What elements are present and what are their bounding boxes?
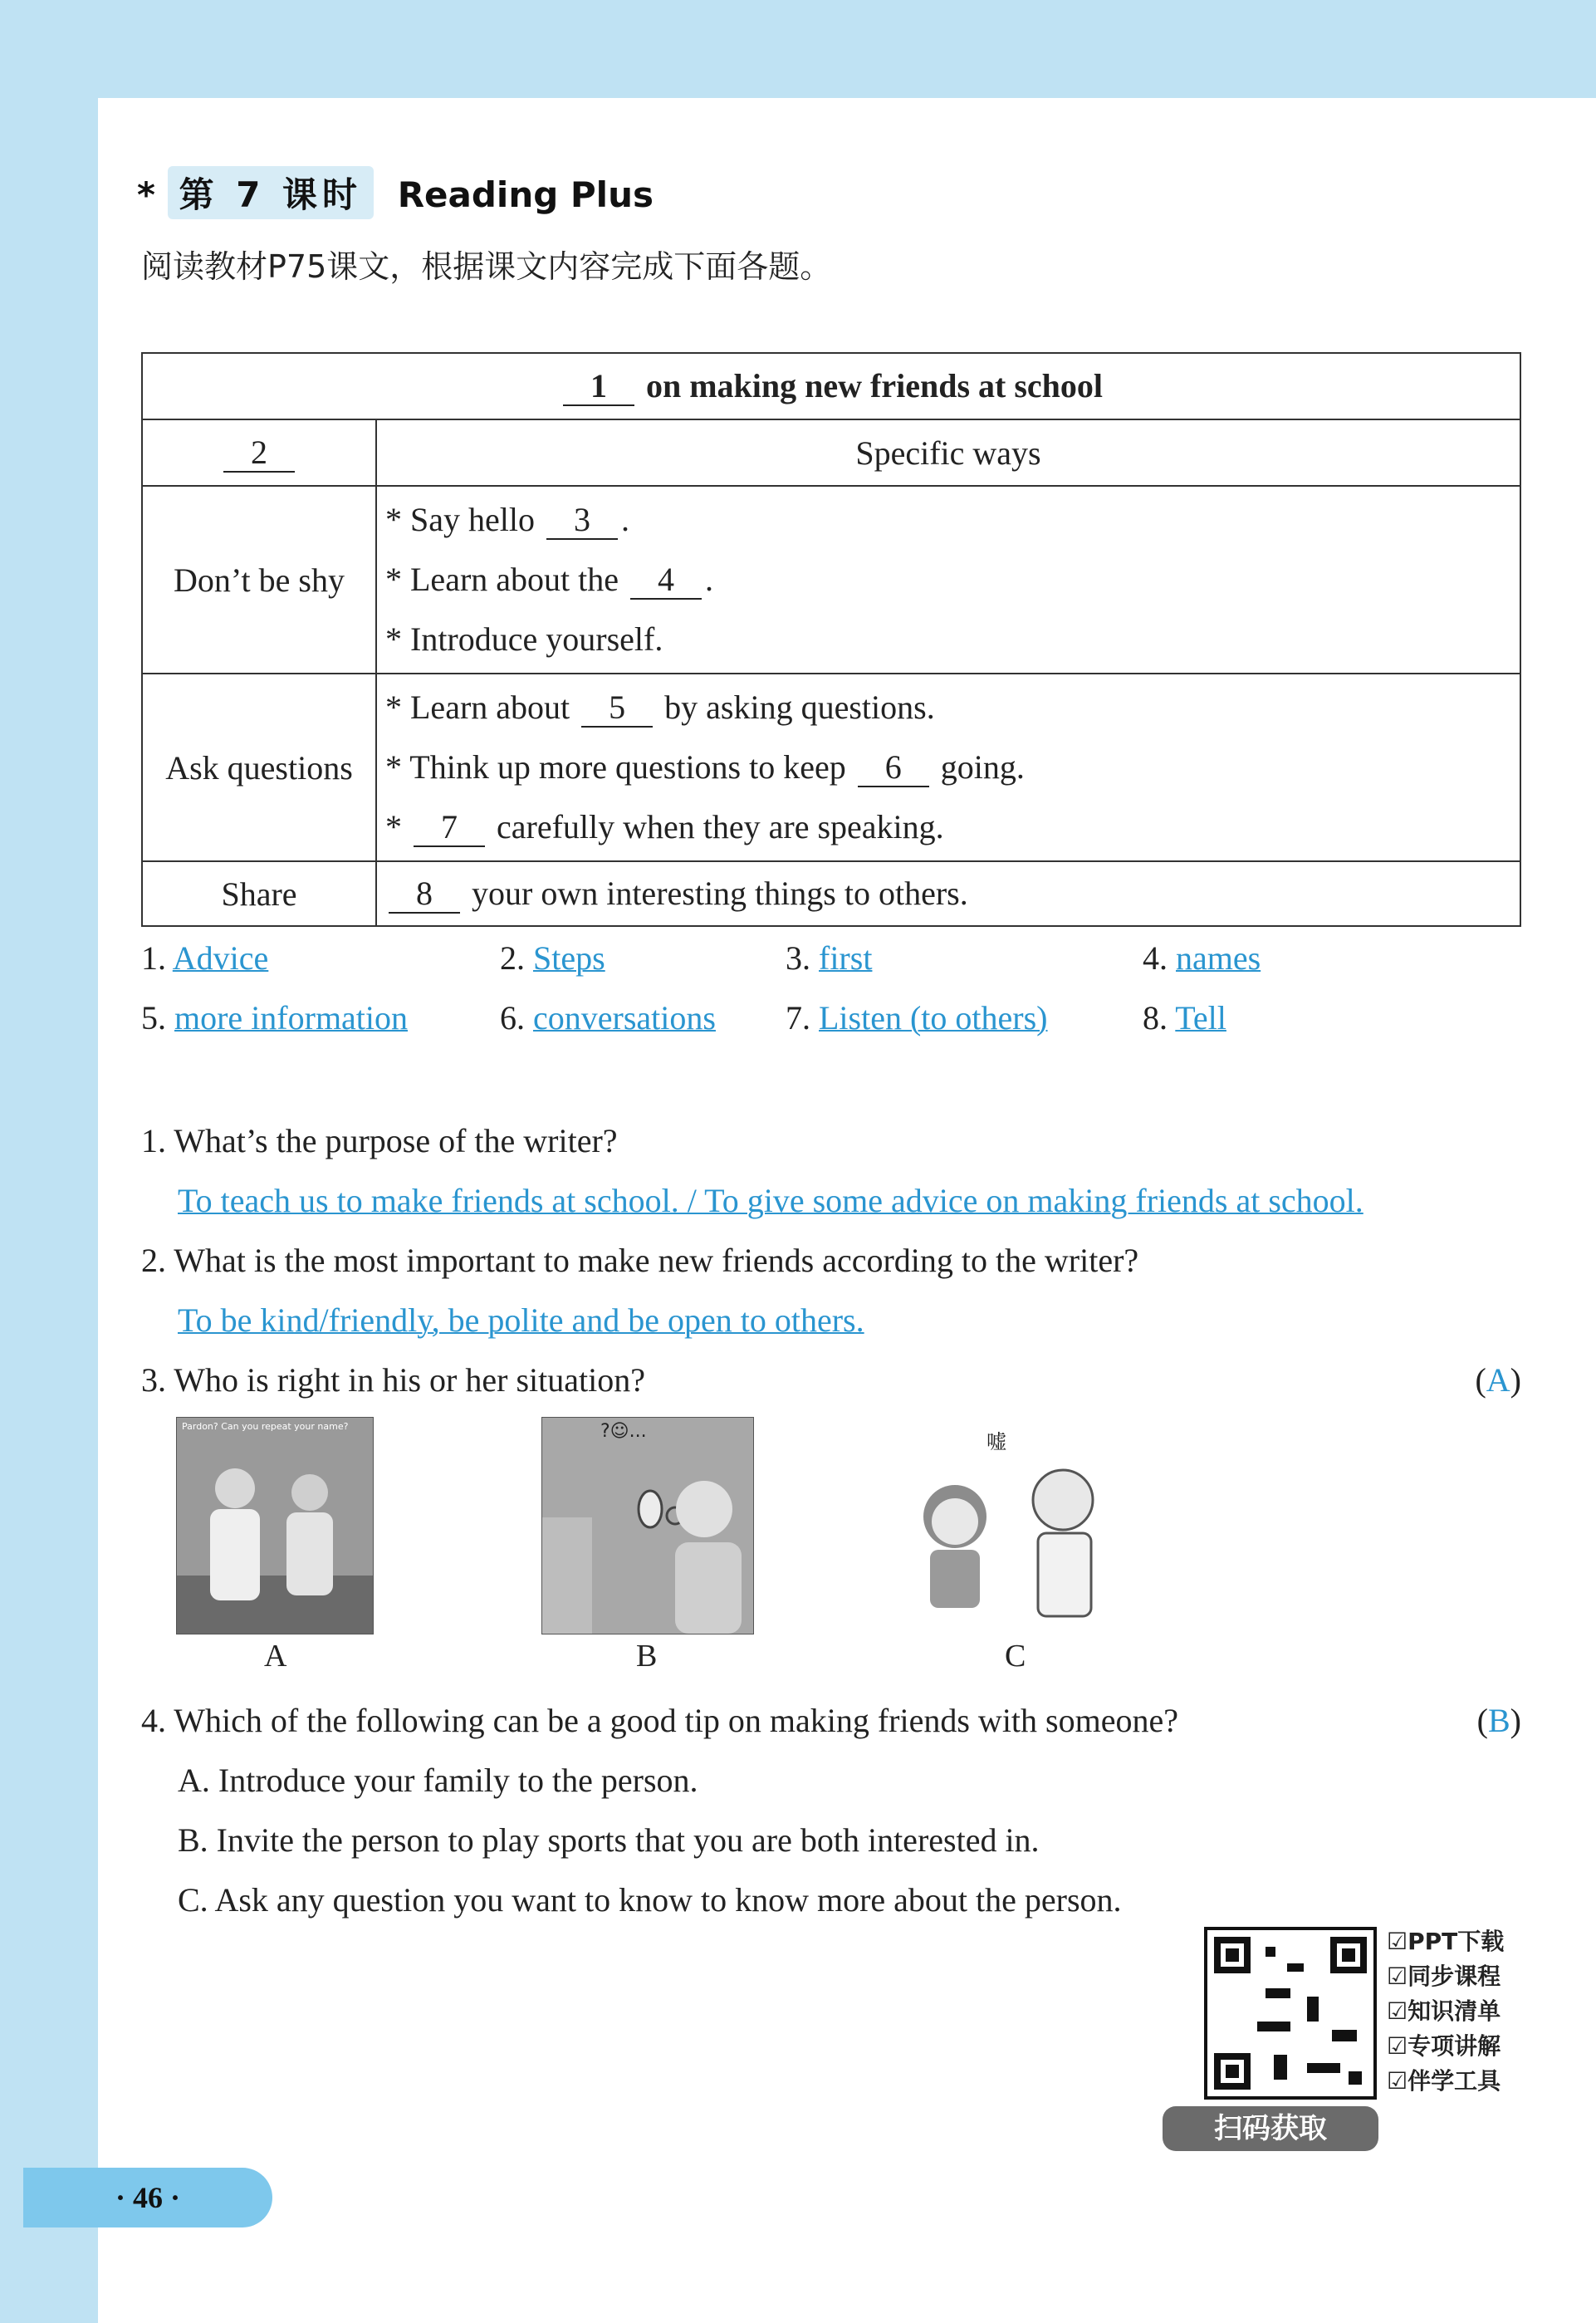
menu-item[interactable]: ☑PPT下载 [1387,1928,1505,1955]
left-color-band [0,0,98,2323]
blank-6: 6 [858,749,929,787]
blank-1: 1 [563,368,634,406]
row-label: Ask questions [142,674,376,861]
answer-2: To be kind/friendly, be polite and be open to others. [178,1301,864,1339]
table-line: 8 your own interesting things to others. [385,864,1519,924]
option-c: C. Ask any question you want to know to know more about the person. [178,1881,1122,1919]
lesson-tag: 第 7 课时 [168,166,374,219]
blank-5: 5 [581,689,653,728]
answer-item: 4. names [1143,939,1261,977]
picture-b [541,1417,754,1634]
picture-c [905,1417,1111,1633]
caption-b: B [636,1639,658,1674]
top-color-band [0,0,1596,98]
row-label: Don’t be shy [142,486,376,674]
answer-item: 2. Steps [500,939,605,977]
choice-4: (B) [1476,1702,1521,1739]
col2-header: Specific ways [376,419,1520,486]
answer-item: 3. first [786,939,873,977]
speech-bubble: 嘘 [986,1430,1006,1453]
table-line: * 7 carefully when they are speaking. [385,808,944,845]
table-head [142,353,1520,419]
question-4: 4. Which of the following can be a good tip on making friends with someone? [141,1702,1178,1739]
answer-item: 5. more information [141,999,409,1037]
blank-3: 3 [546,502,618,540]
menu-item[interactable]: ☑伴学工具 [1387,2067,1501,2095]
question-1: 1. What’s the purpose of the writer? [141,1122,618,1159]
table-line: * Learn about 5 by asking questions. [385,689,935,726]
blank-4: 4 [630,561,702,600]
blank-8: 8 [389,875,460,914]
option-b: B. Invite the person to play sports that you are both interested in. [178,1821,1040,1859]
answer-item: 1. Advice [141,939,269,977]
row-content [376,861,1520,926]
question-3: 3. Who is right in his or her situation? [141,1361,645,1399]
speech-bubble: ?☺... [600,1421,647,1442]
row-content [376,674,1520,861]
page-number: · 46 · [23,2168,272,2227]
answer-row [141,998,1470,1058]
table-line: * Think up more questions to keep 6 going. [385,748,1025,786]
speech-bubble: Pardon? Can you repeat your name? [182,1421,349,1432]
question-2: 2. What is the most important to make new friends according to the writer? [141,1242,1139,1279]
caption-a: A [264,1639,287,1674]
lesson-name: Reading Plus [397,174,654,215]
table-line: * Say hello 3 . [385,501,629,538]
qr-panel [1146,1910,1536,2159]
menu-item[interactable]: ☑专项讲解 [1387,2032,1501,2060]
picture-a [176,1417,374,1634]
answer-key [141,939,1470,1058]
table-line: * Introduce yourself. [385,620,663,658]
info-table [141,352,1521,927]
answer-row [141,939,1470,998]
scan-button[interactable]: 扫码获取 [1163,2106,1378,2151]
row-label: Share [142,861,376,926]
answer-1: To teach us to make friends at school. / To give some advice on making friends at school. [178,1182,1363,1219]
qr-code-icon[interactable] [1204,1927,1377,2100]
col1-header [142,419,376,486]
blank-2: 2 [223,434,295,473]
qr-menu [1387,1924,1504,2098]
row-content [376,486,1520,674]
choice-3: (A) [1475,1361,1521,1399]
instruction-text: 阅读教材P75课文，根据课文内容完成下面各题。 [141,248,832,285]
option-a: A. Introduce your family to the person. [178,1762,698,1799]
menu-item[interactable]: ☑同步课程 [1387,1963,1501,1990]
answer-item: 6. conversations [500,999,716,1037]
title-bullet: * [137,174,155,215]
caption-c: C [1005,1639,1026,1674]
table-head-text: on making new friends at school [645,367,1104,404]
lesson-title [137,166,654,219]
menu-item[interactable]: ☑知识清单 [1387,1997,1501,2025]
answer-item: 8. Tell [1143,999,1226,1037]
answer-item: 7. Listen (to others) [786,999,1048,1037]
blank-7: 7 [414,809,485,847]
table-line: * Learn about the 4 . [385,561,713,598]
